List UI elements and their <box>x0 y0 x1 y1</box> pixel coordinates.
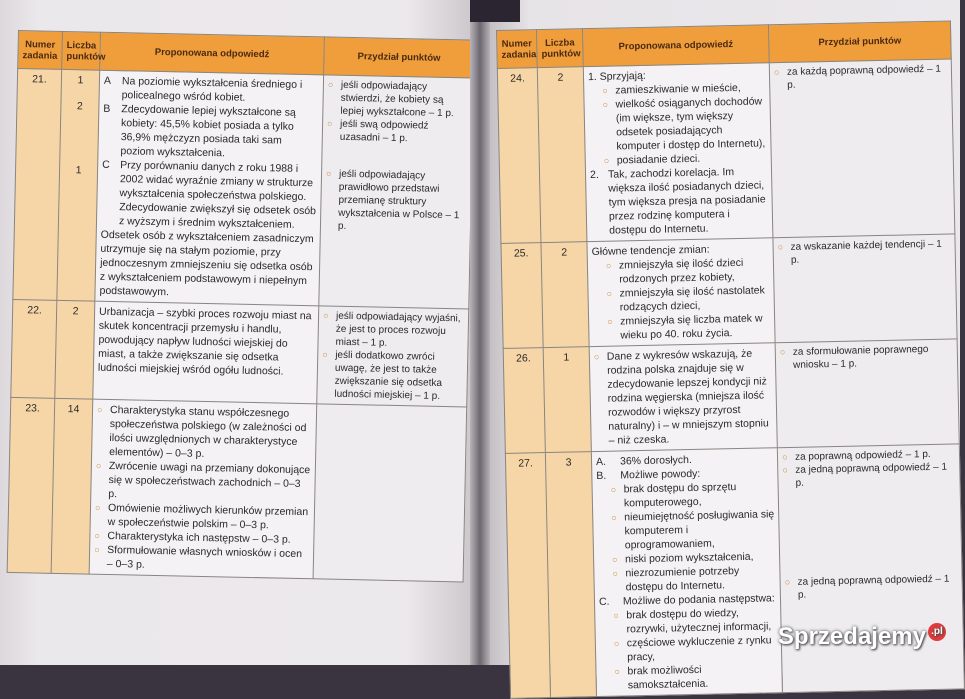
grade-1: za poprawną odpowiedź – 1 p. <box>794 448 931 463</box>
bullet-icon: ○ <box>94 502 101 513</box>
list-item: brak możliwości samokształcenia. <box>627 663 709 692</box>
list-item: brak dostępu do sprzętu komputerowego, <box>623 481 737 510</box>
header-pts: Liczba punktów <box>537 29 584 68</box>
task-number: 25. <box>501 243 543 349</box>
grade-cell <box>769 59 955 238</box>
bullet-icon: ○ <box>614 666 621 677</box>
points-cell: 2 <box>541 242 589 348</box>
answer-a: Na poziomie wykształcenia średniego i policealnego wśród kobiet. <box>121 75 303 104</box>
points-cell <box>57 69 100 301</box>
table-row-23 <box>7 397 467 582</box>
bullet-icon: ○ <box>782 464 788 476</box>
answer-cell <box>587 238 775 347</box>
answer-c-continued: Odsetek osób z wykształceniem zasadniczym utrzymuje się na stałym poziomie, przy jednoczesnym zmniejszeniu się odsetka osób z wykształceniem podstawowym i niepełnym podstawowym. <box>99 228 314 299</box>
list-item: zmniejszyła się ilość dzieci rodzonych przez kobiety, <box>618 256 744 286</box>
table-row-26 <box>503 339 959 453</box>
table-row-27 <box>505 444 964 698</box>
letter-b: B. <box>596 469 607 482</box>
watermark-logo <box>778 623 946 651</box>
bullet-icon: ○ <box>607 316 613 327</box>
letter-b: B <box>103 102 111 115</box>
left-answer-table <box>7 30 475 582</box>
header-grade: Przydział punktów <box>768 21 951 63</box>
list-item: Zwrócenie uwagi na przemiany dokonujące się w społeczeństwach zachodnich – 0–3 p. <box>108 460 311 501</box>
grade-3: za jedną poprawną odpowiedź – 1 p. <box>797 573 950 601</box>
answer-intro: Główne tendencje zmian: <box>591 243 710 259</box>
bullet-icon: ○ <box>613 610 619 621</box>
task-number: 21. <box>13 69 62 301</box>
list-item: Charakterystyka ich następstw – 0–3 p. <box>107 529 291 546</box>
list-item: zamieszkiwanie w mieście, <box>615 81 741 97</box>
header-pts: Liczba punktów <box>62 31 101 70</box>
bullet-icon: ○ <box>610 484 617 495</box>
left-page <box>0 0 478 665</box>
answer-cell <box>589 343 777 452</box>
table-row-25 <box>501 234 957 348</box>
task-number: 24. <box>497 68 541 244</box>
bullet-icon: ○ <box>613 638 620 649</box>
points-cell: 14 <box>51 398 93 574</box>
list-item: częściowe wykluczenie z rynku pracy, <box>626 634 772 664</box>
grade-2: jeśli swą odpowiedź uzasadni – 1 p. <box>339 118 429 145</box>
points-b: 2 <box>76 100 83 113</box>
list-item: niski poziom wykształcenia, <box>624 550 754 566</box>
grade-1: za sformułowanie poprawnego wniosku – 1 p. <box>792 344 929 371</box>
header-grade: Przydział punktów <box>324 37 475 78</box>
answer-a: 36% dorosłych. <box>619 453 692 468</box>
points-cell: 2 <box>537 67 587 243</box>
table-row-21 <box>13 69 474 309</box>
task-number: 23. <box>7 397 55 573</box>
book-gutter <box>470 0 490 665</box>
letter-c: C. <box>598 595 610 608</box>
points-c: 1 <box>75 164 82 177</box>
bullet-icon: ○ <box>605 260 612 271</box>
points-cell: 3 <box>545 452 596 698</box>
list-item: wielkość osiąganych dochodów (im większe, tym większy odsetek posiadających komputer i dostęp do Internetu), <box>615 95 766 153</box>
task-number: 26. <box>503 348 545 454</box>
watermark-text: Sprzedajemy <box>777 623 926 650</box>
bullet-icon: ○ <box>781 451 788 463</box>
grade-1: za wskazanie każdej tendencji – 1 p. <box>790 238 942 266</box>
bullet-icon: ○ <box>322 349 328 360</box>
grade-cell <box>773 234 957 343</box>
bullet-icon: ○ <box>612 554 618 565</box>
grade-cell <box>319 75 474 309</box>
answer-text: Dane z wykresów wskazują, że rodzina polska znajduje się w zdecydowanie lepszej kondycji niż rodzina węgierska (mniejsza ilość rozwodów i większy przyrost naturalny) i – w mniejszym stopniu – niż czeska. <box>606 347 769 447</box>
bullet-icon: ○ <box>606 288 613 299</box>
grade-cell <box>775 339 959 448</box>
grade-2: za jedną poprawną odpowiedź – 1 p. <box>795 461 948 489</box>
list-item: zmniejszyła się liczba matek w wieku po 40. roku życia. <box>620 312 763 342</box>
header-ans: Proponowana odpowiedź <box>582 25 769 67</box>
grade-1: za każdą poprawną odpowiedź – 1 p. <box>786 63 942 91</box>
header-ans: Proponowana odpowiedź <box>100 32 325 75</box>
letter-a: A <box>103 74 112 87</box>
right-answer-table <box>496 20 965 698</box>
grade-1: jeśli odpowiadający stwierdzi, że kobiety są lepiej wykształcone – 1 p. <box>340 79 454 120</box>
answer-cell <box>95 70 324 306</box>
bullet-icon: ○ <box>602 99 609 110</box>
grade-cell <box>313 404 467 582</box>
grade-1: jeśli odpowiadający wyjaśni, że jest to proces rozwoju miast – 1 p. <box>335 310 461 349</box>
points-cell: 2 <box>55 300 95 399</box>
letter-a: A. <box>595 455 607 468</box>
bullet-icon: ○ <box>94 530 100 541</box>
letter-c: C <box>102 158 110 171</box>
table-row-22 <box>11 299 469 407</box>
bullet-icon: ○ <box>94 544 100 555</box>
answer-p1: 1. Sprzyjają: <box>587 69 646 84</box>
grade-3: jeśli odpowiadający prawidłowo przedstawi przemianę struktury wykształcenia w Polsce – 1 p. <box>337 168 460 232</box>
task-number: 27. <box>505 453 550 699</box>
header-num: Numer zadania <box>497 30 538 69</box>
list-item: nieumiejętność posługiwania się komputerem i oprogramowaniem, <box>624 508 775 552</box>
answer-c: Możliwe do podania następstwa: <box>622 592 775 608</box>
list-item: Charakterystyka stanu współczesnego społeczeństwa polskiego (w zależności od ilości uwzględnionych w charakterystyce elementów) – 0–3 p. <box>109 404 307 460</box>
task-number: 22. <box>11 299 57 398</box>
list-item: Omówienie możliwych kierunków przemian w społeczeństwie polskim – 0–3 p. <box>107 501 309 532</box>
bullet-icon: ○ <box>603 155 610 166</box>
bullet-icon: ○ <box>602 85 608 96</box>
watermark-dot: .pl <box>928 623 946 641</box>
table-row-24 <box>497 59 955 243</box>
p2-number: 2. <box>589 168 599 182</box>
answer-c: Przy porównaniu danych z roku 1988 i 2002 widać wyraźnie zmiany w strukturze wykształcenia społeczeństwa polskiego. Zdecydowanie zwiększył się odsetek osób z wyższym i średnim wykształceniem. <box>118 159 317 231</box>
bullet-icon: ○ <box>327 79 334 90</box>
bullet-icon: ○ <box>777 242 784 253</box>
list-item: zmniejszyła się ilość nastolatek rodzących dzieci, <box>619 284 765 314</box>
answer-cell <box>591 448 782 697</box>
bullet-icon: ○ <box>773 67 780 78</box>
list-item: posiadanie dzieci. <box>616 152 701 167</box>
list-item: brak dostępu do wiedzy, rozrywki, użytecznej informacji, <box>626 607 772 636</box>
bullet-icon: ○ <box>593 351 600 363</box>
bullet-icon: ○ <box>611 512 617 523</box>
bullet-icon: ○ <box>95 460 102 471</box>
points-cell: 1 <box>543 347 591 453</box>
points-a: 1 <box>77 74 84 87</box>
answer-b: Możliwe powody: <box>620 467 701 482</box>
answer-b: Zdecydowanie lepiej wykształcone są kobiety: 45,5% kobiet posiada a tylko 36,9% mężczyzn posiada taki sam poziom wykształcenia. <box>120 103 296 160</box>
bullet-icon: ○ <box>322 310 329 321</box>
bullet-icon: ○ <box>779 347 786 358</box>
answer-cell <box>89 399 317 579</box>
grade-2: jeśli dodatkowo zwróci uwagę, że jest to także zwiększanie się odsetka ludności miejskiej – 1 p. <box>334 349 443 402</box>
list-item: Sformułowanie własnych wniosków i ocen – 0–3 p. <box>106 543 303 571</box>
bullet-icon: ○ <box>784 576 791 588</box>
grade-cell <box>317 306 469 407</box>
header-num: Numer zadania <box>18 31 63 70</box>
bullet-icon: ○ <box>612 568 618 579</box>
answer-p2: Tak, zachodzi korelacja. Im większa ilość posiadanych dzieci, tym większa presja na posiadanie przez rodzinę komputera i dostępu do Internetu. <box>607 166 766 237</box>
answer-cell <box>583 63 773 242</box>
bullet-icon: ○ <box>325 168 332 179</box>
list-item: niezrozumienie potrzeby dostępu do Internetu. <box>625 565 740 594</box>
answer-cell: Urbanizacja – szybki proces rozwoju miast na skutek koncentracji przemysłu i handlu, powodujący napływ ludności wiejskiej do miast, a także zwiększanie się odsetka ludności miejskiej wśród ogółu ludności. <box>93 301 319 404</box>
background-gap <box>470 0 520 22</box>
bullet-icon: ○ <box>96 404 103 415</box>
bullet-icon: ○ <box>327 118 333 129</box>
grade-cell <box>777 444 964 693</box>
right-page <box>482 0 960 692</box>
